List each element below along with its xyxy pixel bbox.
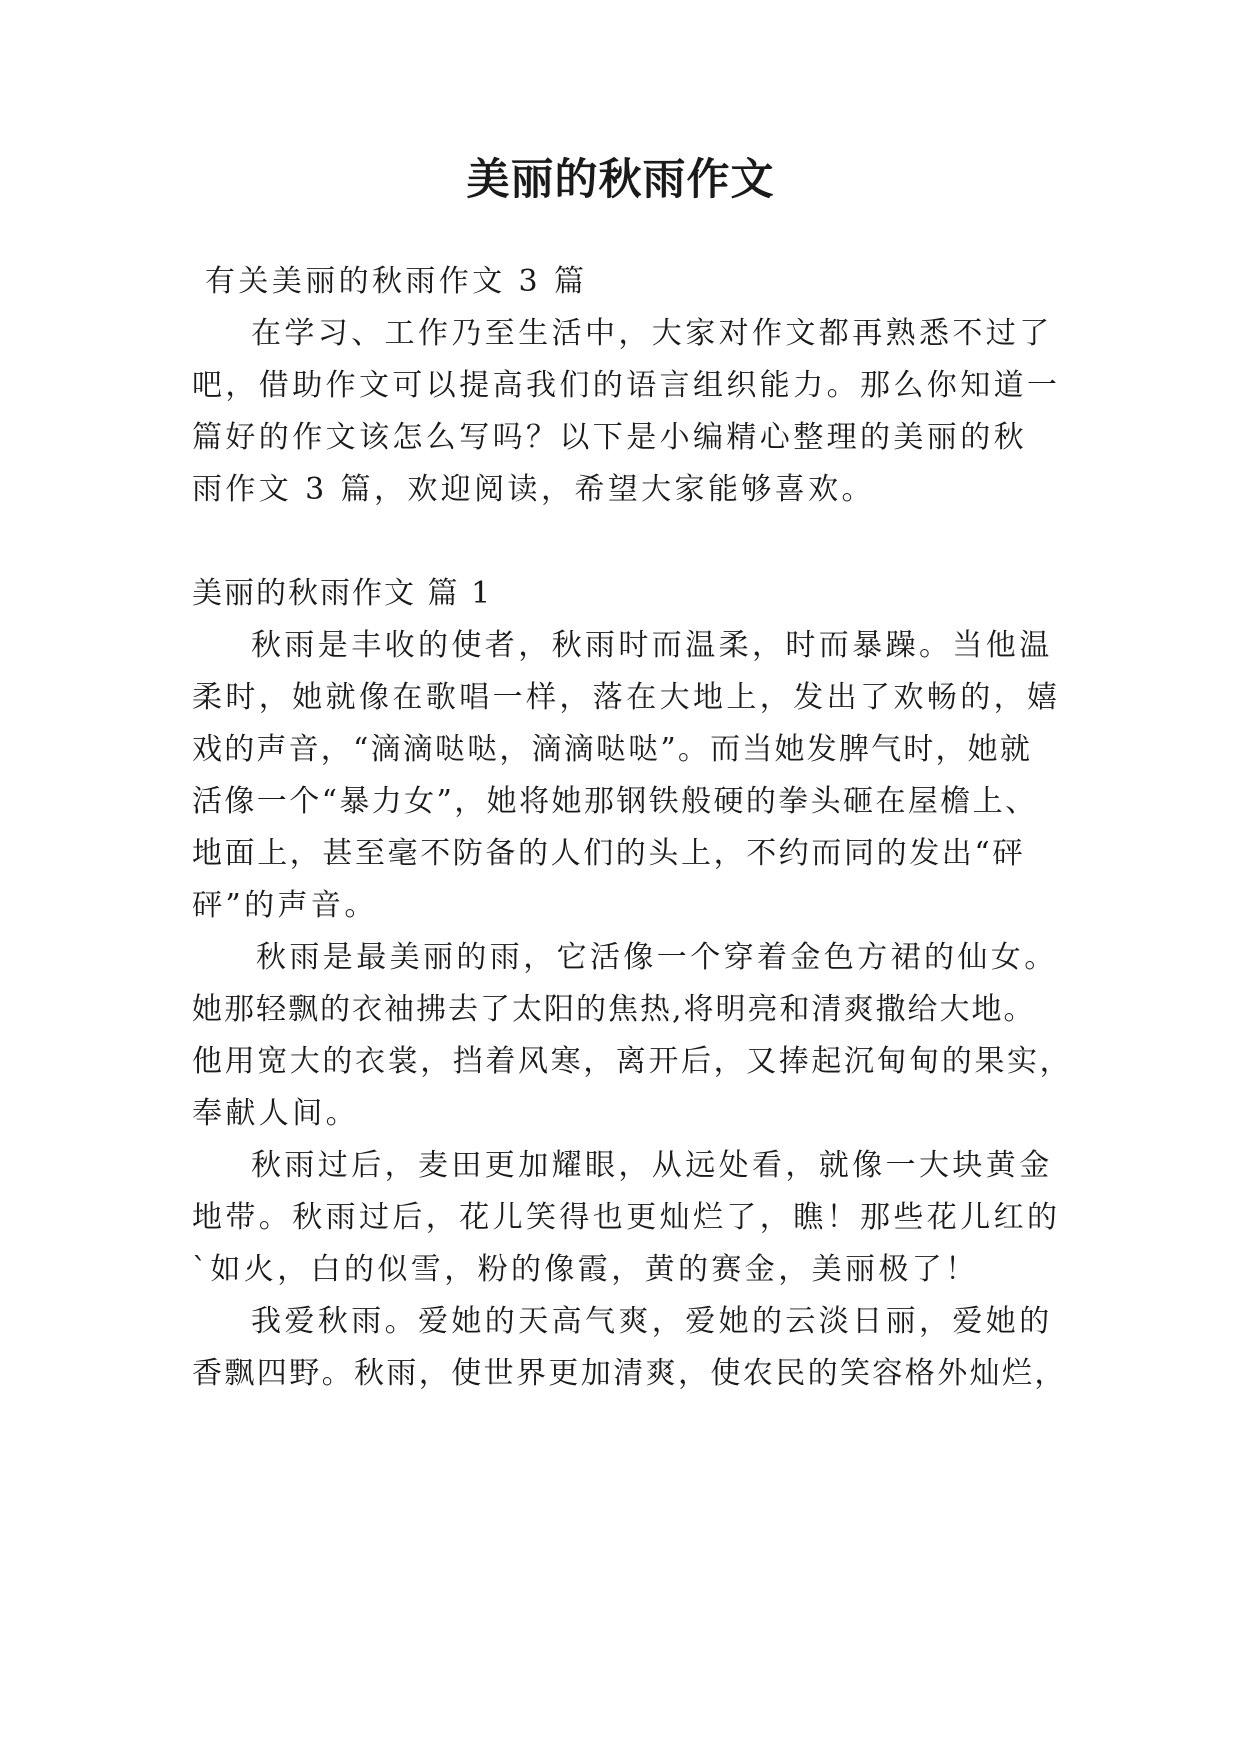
paragraph-line: 奉献人间。 — [192, 1096, 359, 1131]
section-heading: 美丽的秋雨作文 篇 1 — [192, 576, 493, 611]
paragraph-line: 地带。秋雨过后，花儿笑得也更灿烂了，瞧！那些花儿红的 — [192, 1200, 1061, 1235]
document-title: 美丽的秋雨作文 — [466, 155, 775, 205]
intro-line-1: 在学习、工作乃至生活中，大家对作文都再熟悉不过了 — [251, 316, 1053, 351]
paragraph-line: 地面上，甚至毫不防备的人们的头上，不约而同的发出“砰 — [192, 836, 1025, 871]
intro-line-3: 篇好的作文该怎么写吗？以下是小编精心整理的美丽的秋 — [192, 420, 1027, 455]
paragraph-line: 秋雨是最美丽的雨，它活像一个穿着金色方裙的仙女。 — [256, 940, 1058, 975]
paragraph-line: 活像一个“暴力女”，她将她那钢铁般硬的拳头砸在屋檐上、 — [192, 784, 1038, 819]
intro-line-4: 雨作文 3 篇，欢迎阅读，希望大家能够喜欢。 — [192, 472, 875, 507]
paragraph-line: 秋雨是丰收的使者，秋雨时而温柔，时而暴躁。当他温 — [251, 628, 1053, 663]
paragraph-line: 香飘四野。秋雨，使世界更加清爽，使农民的笑容格外灿烂， — [192, 1356, 1067, 1391]
subtitle: 有关美丽的秋雨作文 3 篇 — [205, 264, 588, 299]
paragraph-line: 砰”的声音。 — [192, 888, 378, 923]
paragraph-line: `如火，白的似雪，粉的像霞，黄的赛金，美丽极了！ — [192, 1252, 979, 1287]
paragraph-line: 我爱秋雨。爱她的天高气爽，爱她的云淡日丽，爱她的 — [251, 1304, 1053, 1339]
intro-line-2: 吧，借助作文可以提高我们的语言组织能力。那么你知道一 — [192, 368, 1061, 403]
paragraph-line: 秋雨过后，麦田更加耀眼，从远处看，就像一大块黄金 — [251, 1148, 1053, 1183]
paragraph-line: 她那轻飘的衣袖拂去了太阳的焦热,将明亮和清爽撒给大地。 — [192, 992, 1036, 1027]
paragraph-line: 他用宽大的衣裳，挡着风寒，离开后，又捧起沉甸甸的果实， — [192, 1044, 1073, 1079]
paragraph-line: 戏的声音，“滴滴哒哒，滴滴哒哒”。而当她发脾气时，她就 — [192, 732, 1033, 767]
paragraph-line: 柔时，她就像在歌唱一样，落在大地上，发出了欢畅的，嬉 — [192, 680, 1061, 715]
